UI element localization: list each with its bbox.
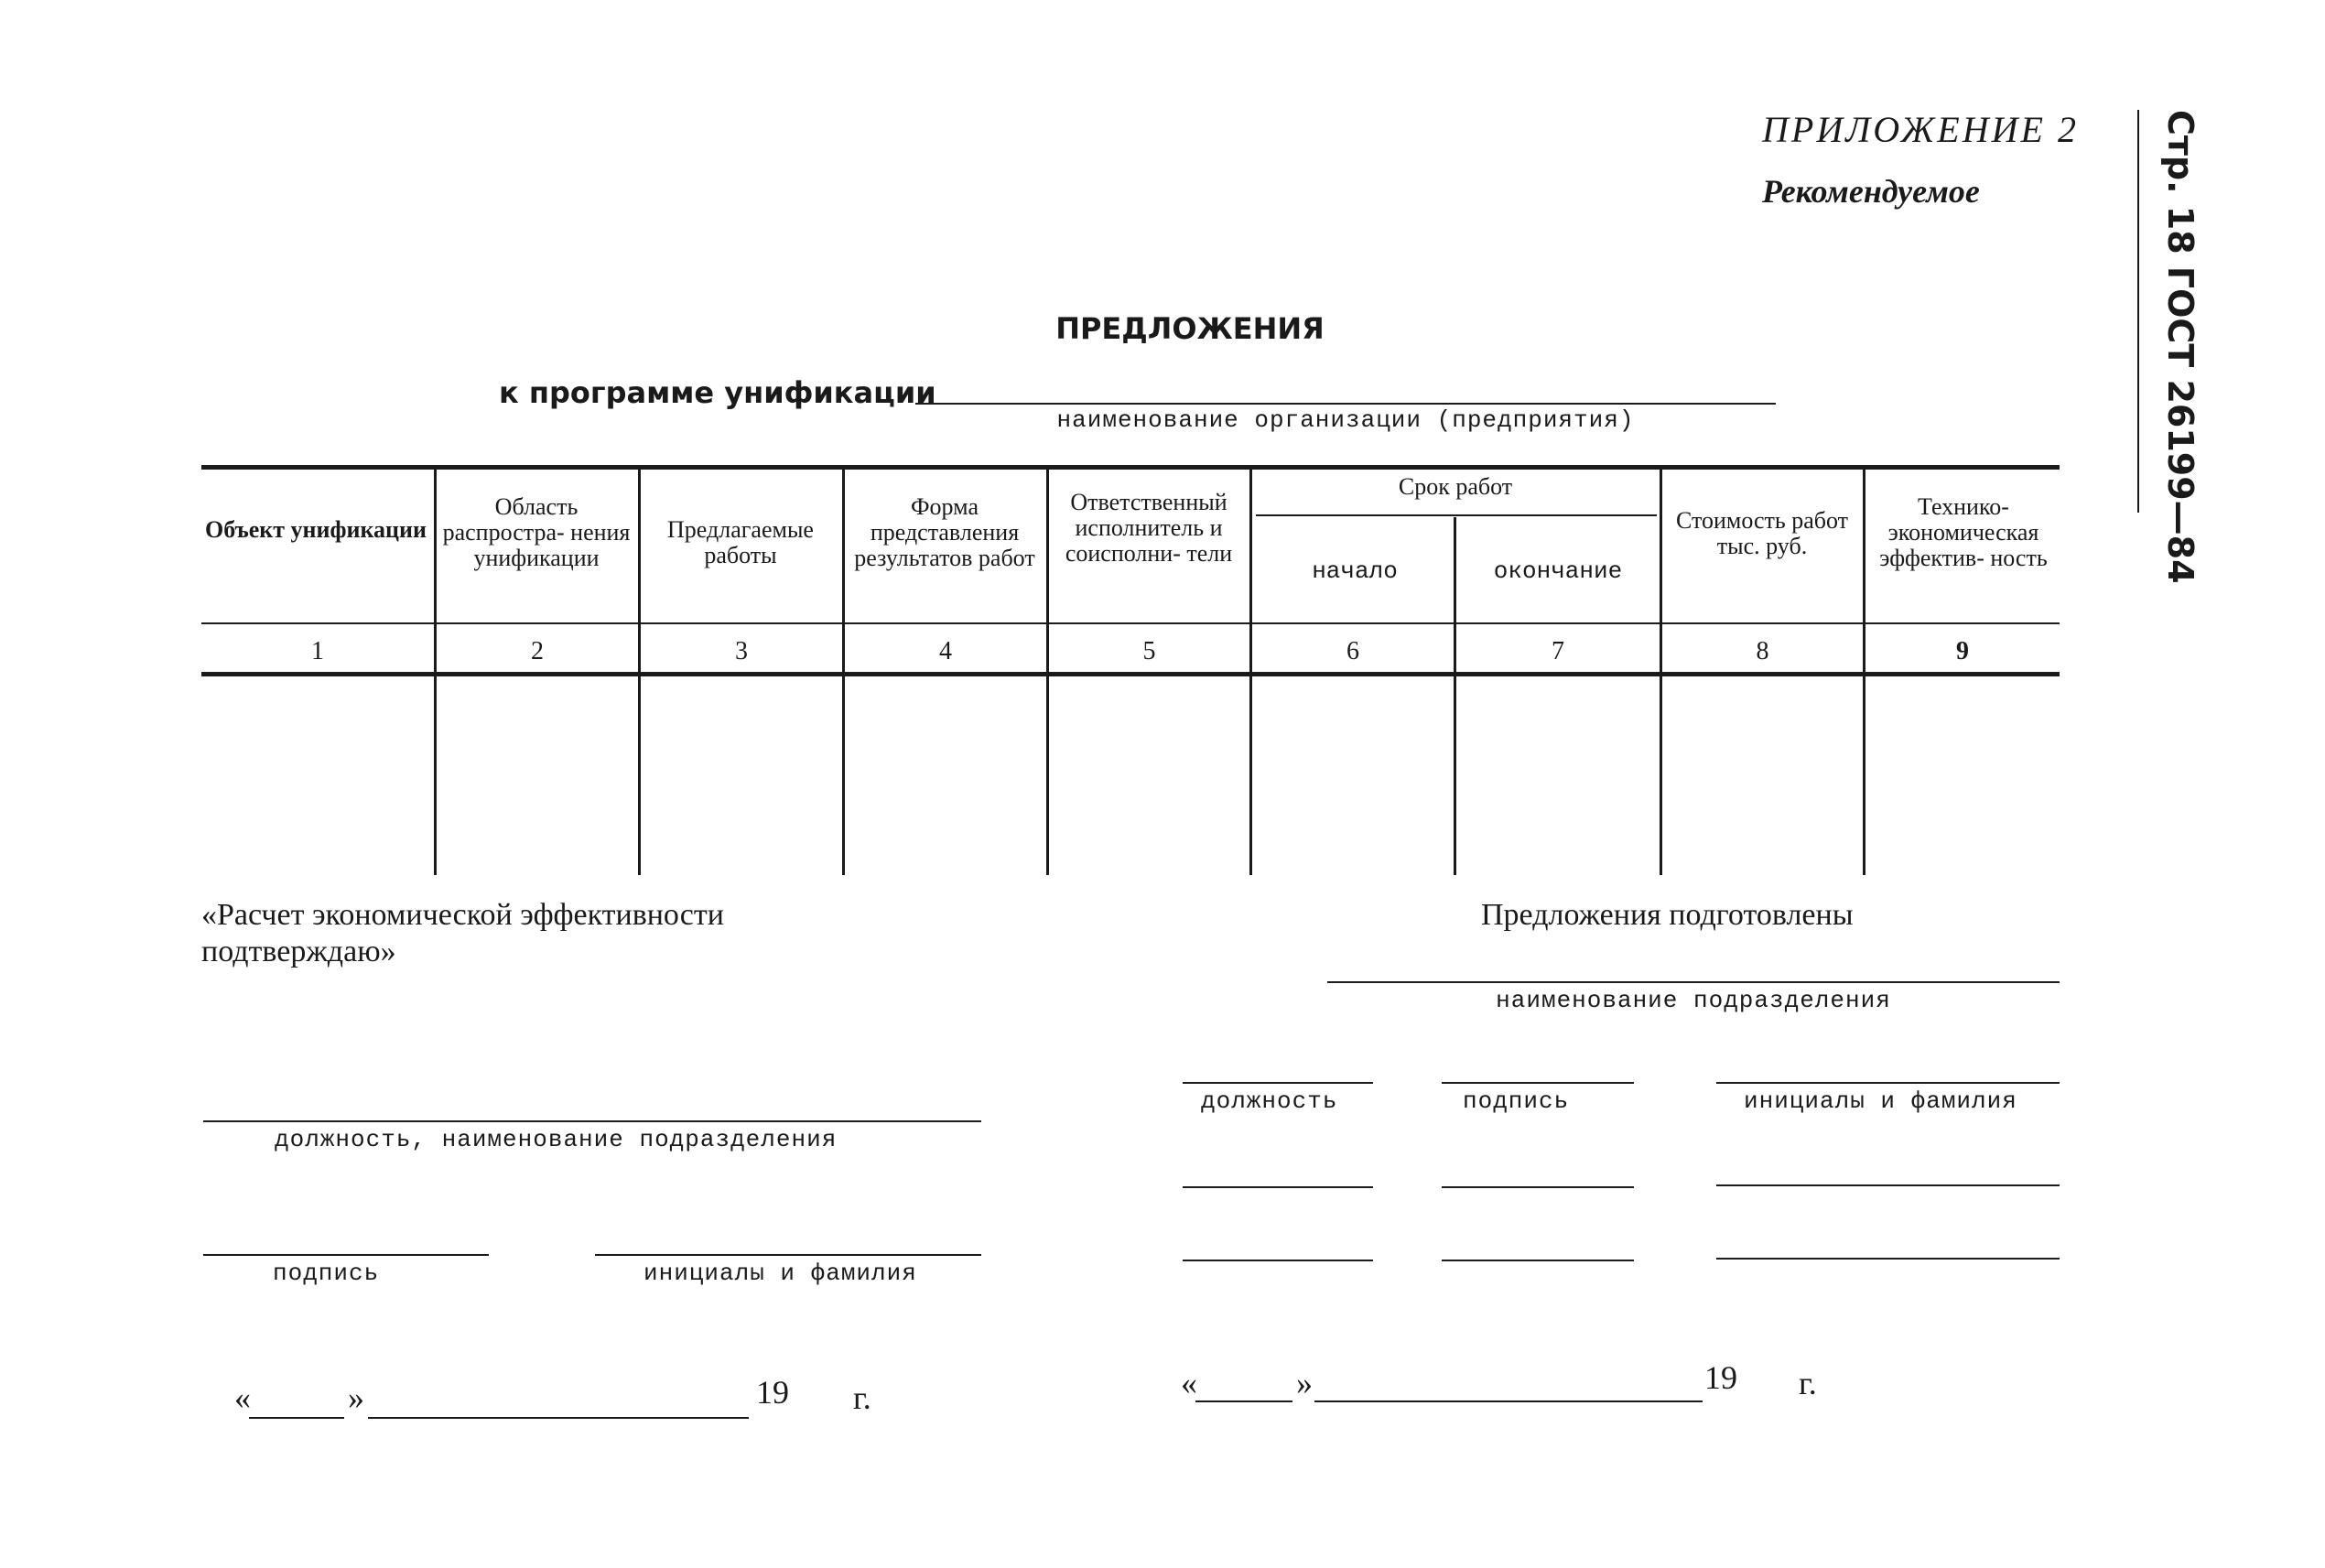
prepared-by-text: Предложения подготовлены <box>1481 898 1854 932</box>
date-year: 19 <box>756 1374 789 1411</box>
table-top-border <box>201 465 2060 470</box>
column-header-cost: Стоимость работ тыс. руб. <box>1675 507 1849 559</box>
recommended-label: Рекомендуемое <box>1762 173 1980 210</box>
position-caption: должность, наименование подразделения <box>275 1126 838 1153</box>
column-number: 6 <box>1346 637 1359 665</box>
column-header-end: окончание <box>1493 557 1623 585</box>
column-divider <box>842 469 845 875</box>
date-year-suffix: г. <box>1799 1365 1817 1401</box>
date-day-line <box>249 1417 344 1419</box>
column-number: 3 <box>735 637 748 665</box>
signature-row-line <box>1442 1186 1634 1188</box>
column-divider <box>434 469 437 875</box>
column-number: 4 <box>939 637 952 665</box>
column-number: 2 <box>531 637 544 665</box>
column-divider <box>1863 469 1865 875</box>
column-number: 9 <box>1956 637 1969 665</box>
page-reference: Стр. 18 ГОСТ 26199—84 <box>2160 110 2201 584</box>
document-title: ПРЕДЛОЖЕНИЯ <box>1055 311 1325 346</box>
column-divider <box>638 469 641 875</box>
header-bottom-rule <box>201 622 2060 624</box>
position-line <box>1183 1082 1373 1084</box>
column-header-start: начало <box>1312 557 1398 585</box>
position-line <box>203 1120 981 1122</box>
date-day-line <box>1195 1400 1292 1402</box>
column-divider <box>1249 469 1252 875</box>
org-name-line <box>915 403 1776 405</box>
signature-caption: подпись <box>1463 1087 1570 1115</box>
date-year: 19 <box>1704 1359 1737 1396</box>
column-header-object: Объект унификации <box>205 516 427 543</box>
signature-row-line <box>1716 1184 2060 1186</box>
date-close-quote: » <box>1296 1365 1313 1401</box>
org-name-caption: наименование организации (предприятия) <box>1056 406 1635 434</box>
department-caption: наименование подразделения <box>1496 987 1891 1014</box>
signature-line <box>203 1254 489 1256</box>
column-header-deadline-group: Срок работ <box>1398 473 1513 500</box>
position-caption: должность <box>1201 1087 1338 1115</box>
column-number: 5 <box>1142 637 1156 665</box>
signature-caption: подпись <box>273 1260 380 1287</box>
sidebar-divider <box>2137 110 2139 513</box>
department-line <box>1327 981 2060 983</box>
date-open-quote: « <box>1181 1365 1197 1401</box>
column-divider <box>1454 517 1456 875</box>
column-divider <box>1660 469 1662 875</box>
initials-line <box>595 1254 981 1256</box>
date-close-quote: » <box>348 1379 364 1416</box>
date-year-suffix: г. <box>853 1379 871 1416</box>
column-header-efficiency: Технико- экономическая эффектив- ность <box>1879 493 2048 571</box>
initials-line <box>1716 1082 2060 1084</box>
signature-line <box>1442 1082 1634 1084</box>
signature-row-line <box>1183 1260 1373 1261</box>
column-header-scope: Область распростра- нения унификации <box>442 493 631 571</box>
initials-caption: инициалы и фамилия <box>1744 1087 2017 1115</box>
column-header-executor: Ответственный исполнитель и соисполни- тели <box>1065 489 1233 567</box>
signature-row-line <box>1442 1260 1634 1261</box>
number-row-rule <box>201 672 2060 676</box>
column-header-works: Предлагаемые работы <box>667 516 814 568</box>
date-month-line <box>1314 1400 1703 1402</box>
document-subtitle: к программе унификации <box>499 375 936 410</box>
column-number: 7 <box>1552 637 1564 665</box>
signature-row-line <box>1716 1258 2060 1260</box>
initials-caption: инициалы и фамилия <box>643 1260 917 1287</box>
signature-row-line <box>1183 1186 1373 1188</box>
group-header-rule <box>1256 514 1657 516</box>
date-open-quote: « <box>234 1379 251 1416</box>
column-number: 1 <box>311 637 324 665</box>
efficiency-confirmation-text: «Расчет экономической эффективности подтверждаю» <box>201 898 724 968</box>
date-month-line <box>368 1417 749 1419</box>
appendix-label: ПРИЛОЖЕНИЕ 2 <box>1762 109 2079 150</box>
column-number: 8 <box>1756 637 1769 665</box>
column-header-form: Форма представления результатов работ <box>854 493 1035 571</box>
